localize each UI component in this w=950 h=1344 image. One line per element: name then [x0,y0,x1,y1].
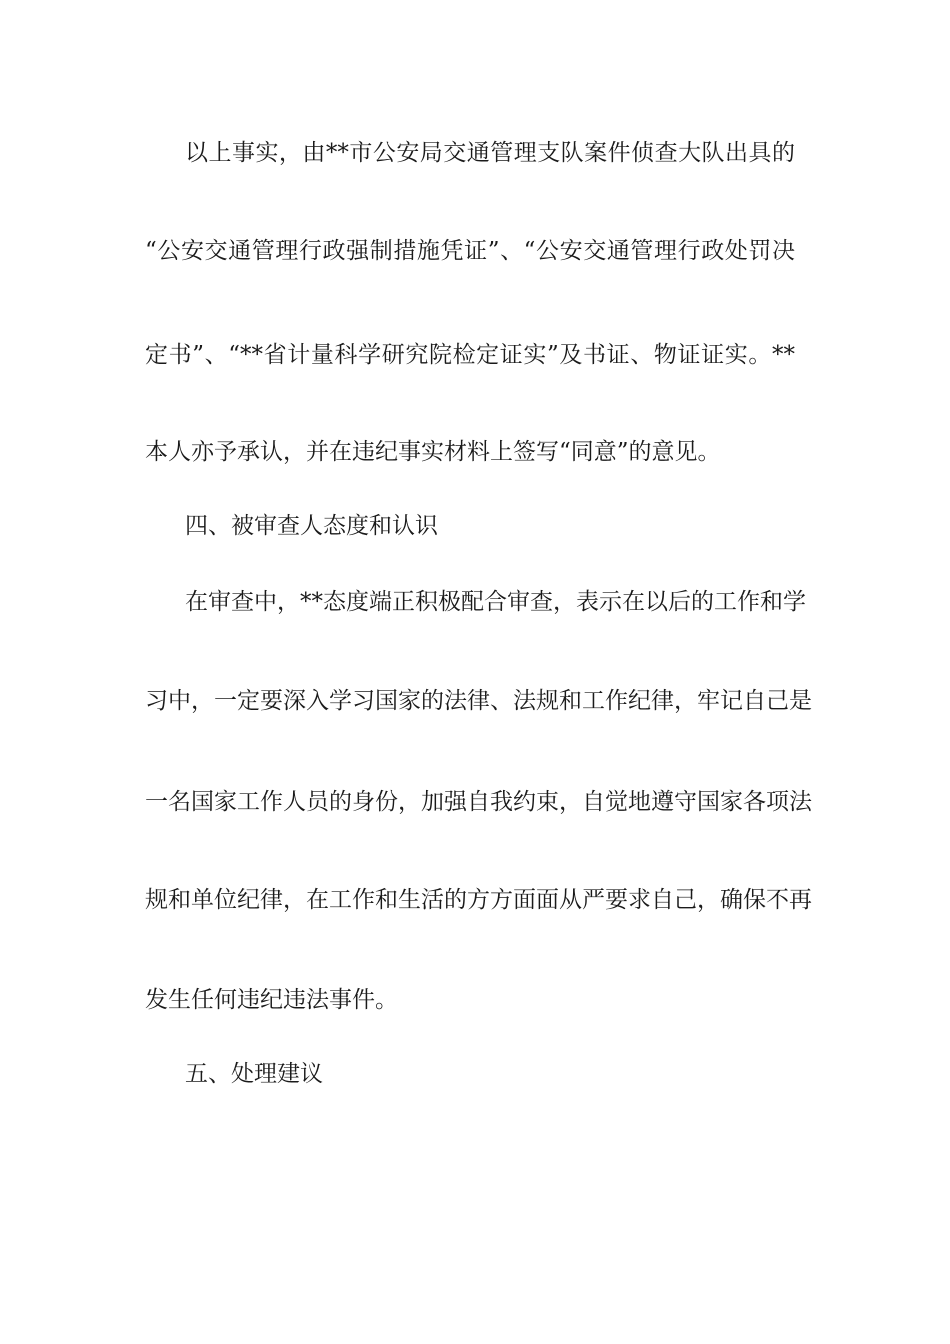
paragraph-attitude-line-1: 在审查中，**态度端正积极配合审查，表示在以后的工作和学 [185,589,806,615]
paragraph-facts-line-2: “公安交通管理行政强制措施凭证”、“公安交通管理行政处罚决 [145,238,795,264]
paragraph-attitude-line-3: 一名国家工作人员的身份，加强自我约束，自觉地遵守国家各项法 [145,789,812,815]
paragraph-attitude-line-5: 发生任何违纪违法事件。 [145,987,398,1013]
paragraph-facts-line-1: 以上事实，由**市公安局交通管理支队案件侦查大队出具的 [185,140,795,166]
section-heading-recommendation: 五、处理建议 [185,1061,323,1087]
paragraph-attitude-line-4: 规和单位纪律，在工作和生活的方方面面从严要求自己，确保不再 [145,887,812,913]
paragraph-facts-line-3: 定书”、“**省计量科学研究院检定证实”及书证、物证证实。** [145,342,795,368]
section-heading-attitude: 四、被审查人态度和认识 [185,513,438,539]
paragraph-facts-line-4: 本人亦予承认，并在违纪事实材料上签写“同意”的意见。 [145,439,721,465]
paragraph-attitude-line-2: 习中，一定要深入学习国家的法律、法规和工作纪律，牢记自己是 [145,688,812,714]
